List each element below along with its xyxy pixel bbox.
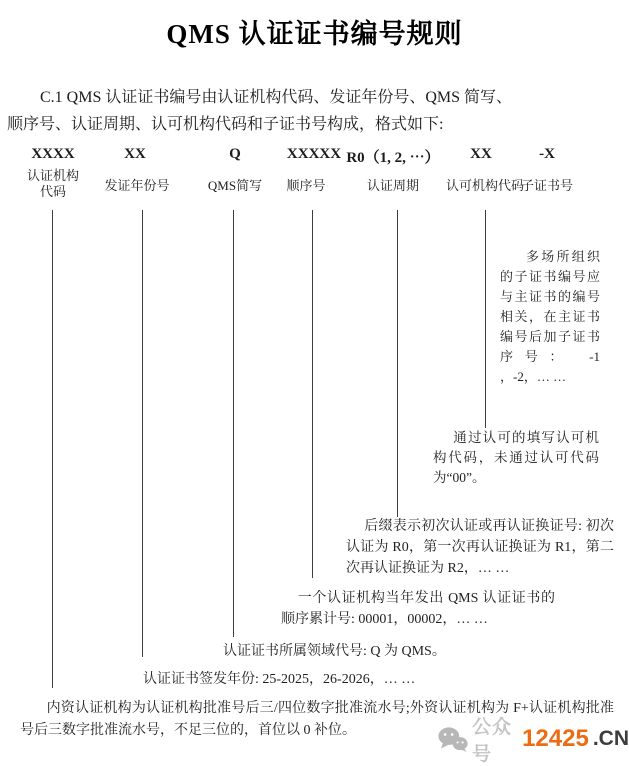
watermark-prefix: 公众号 [472,717,513,765]
format-code-subcert: -X [539,146,555,162]
note-agency-code: 内资认证机构为认证机构批准号后三/四位数字批准流水号;外资认证机构为 F+认证机构批准号后三数字批准流水号，不足三位的，首位以 0 补位。 [20,701,614,738]
note-sub-certificate: 多场所组织的子证书编号应与主证书的编号相关，在主证书编号后加子证书序号： -1 ，-2，… … [500,249,600,384]
format-code-cycle: R0（1, 2, ⋯） [346,150,440,166]
format-label-qms: QMS简写 [207,178,263,193]
format-label-accred: 认可机构代码 [445,178,525,193]
note-domain: 认证证书所属领域代号: Q 为 QMS。 [223,644,446,659]
leader-line-accred [485,210,486,428]
format-code-year: XX [124,146,146,162]
intro-line-2: 顺序号、认证周期、认可机构代码和子证书号构成，格式如下: [7,116,444,133]
note-year: 认证证书签发年份: 25-2025，26-2026，… … [143,672,416,687]
watermark [438,712,629,766]
format-label-year: 发证年份号 [104,178,170,193]
note-accreditation: 通过认可的填写认可机构代码，未通过认可代码为“00”。 [433,430,599,485]
note-sequence: 一个认证机构当年发出 QMS 认证证书的顺序累计号: 00001，00002，… … [281,591,555,627]
format-code-qms: Q [229,146,241,162]
format-label-sequence: 顺序号 [286,178,326,193]
page-title: QMS 认证证书编号规则 [166,19,463,49]
leader-line-sequence [312,210,313,578]
leader-line-agency [52,210,53,688]
watermark-brand: 12425 [522,725,589,752]
format-label-agency: 认证机构代码 [26,168,79,199]
watermark-suffix: .CN [592,727,629,750]
format-label-cycle: 认证周期 [366,178,420,193]
format-label-subcert: 子证书号 [520,178,574,193]
wechat-icon [438,727,468,752]
format-code-accred: XX [470,146,492,162]
leader-line-year [142,210,143,657]
format-code-agency: XXXX [31,146,75,162]
leader-line-cycle [397,210,398,517]
note-cycle: 后缀表示初次认证或再认证换证号: 初次认证为 R0，第一次再认证换证为 R1，第二次再认证换证为 R2，… … [346,519,614,576]
format-code-sequence: XXXXX [286,146,342,162]
intro-line-1: C.1 QMS 认证证书编号由认证机构代码、发证年份号、QMS 简写、 [40,89,513,106]
leader-line-qms [233,210,234,637]
